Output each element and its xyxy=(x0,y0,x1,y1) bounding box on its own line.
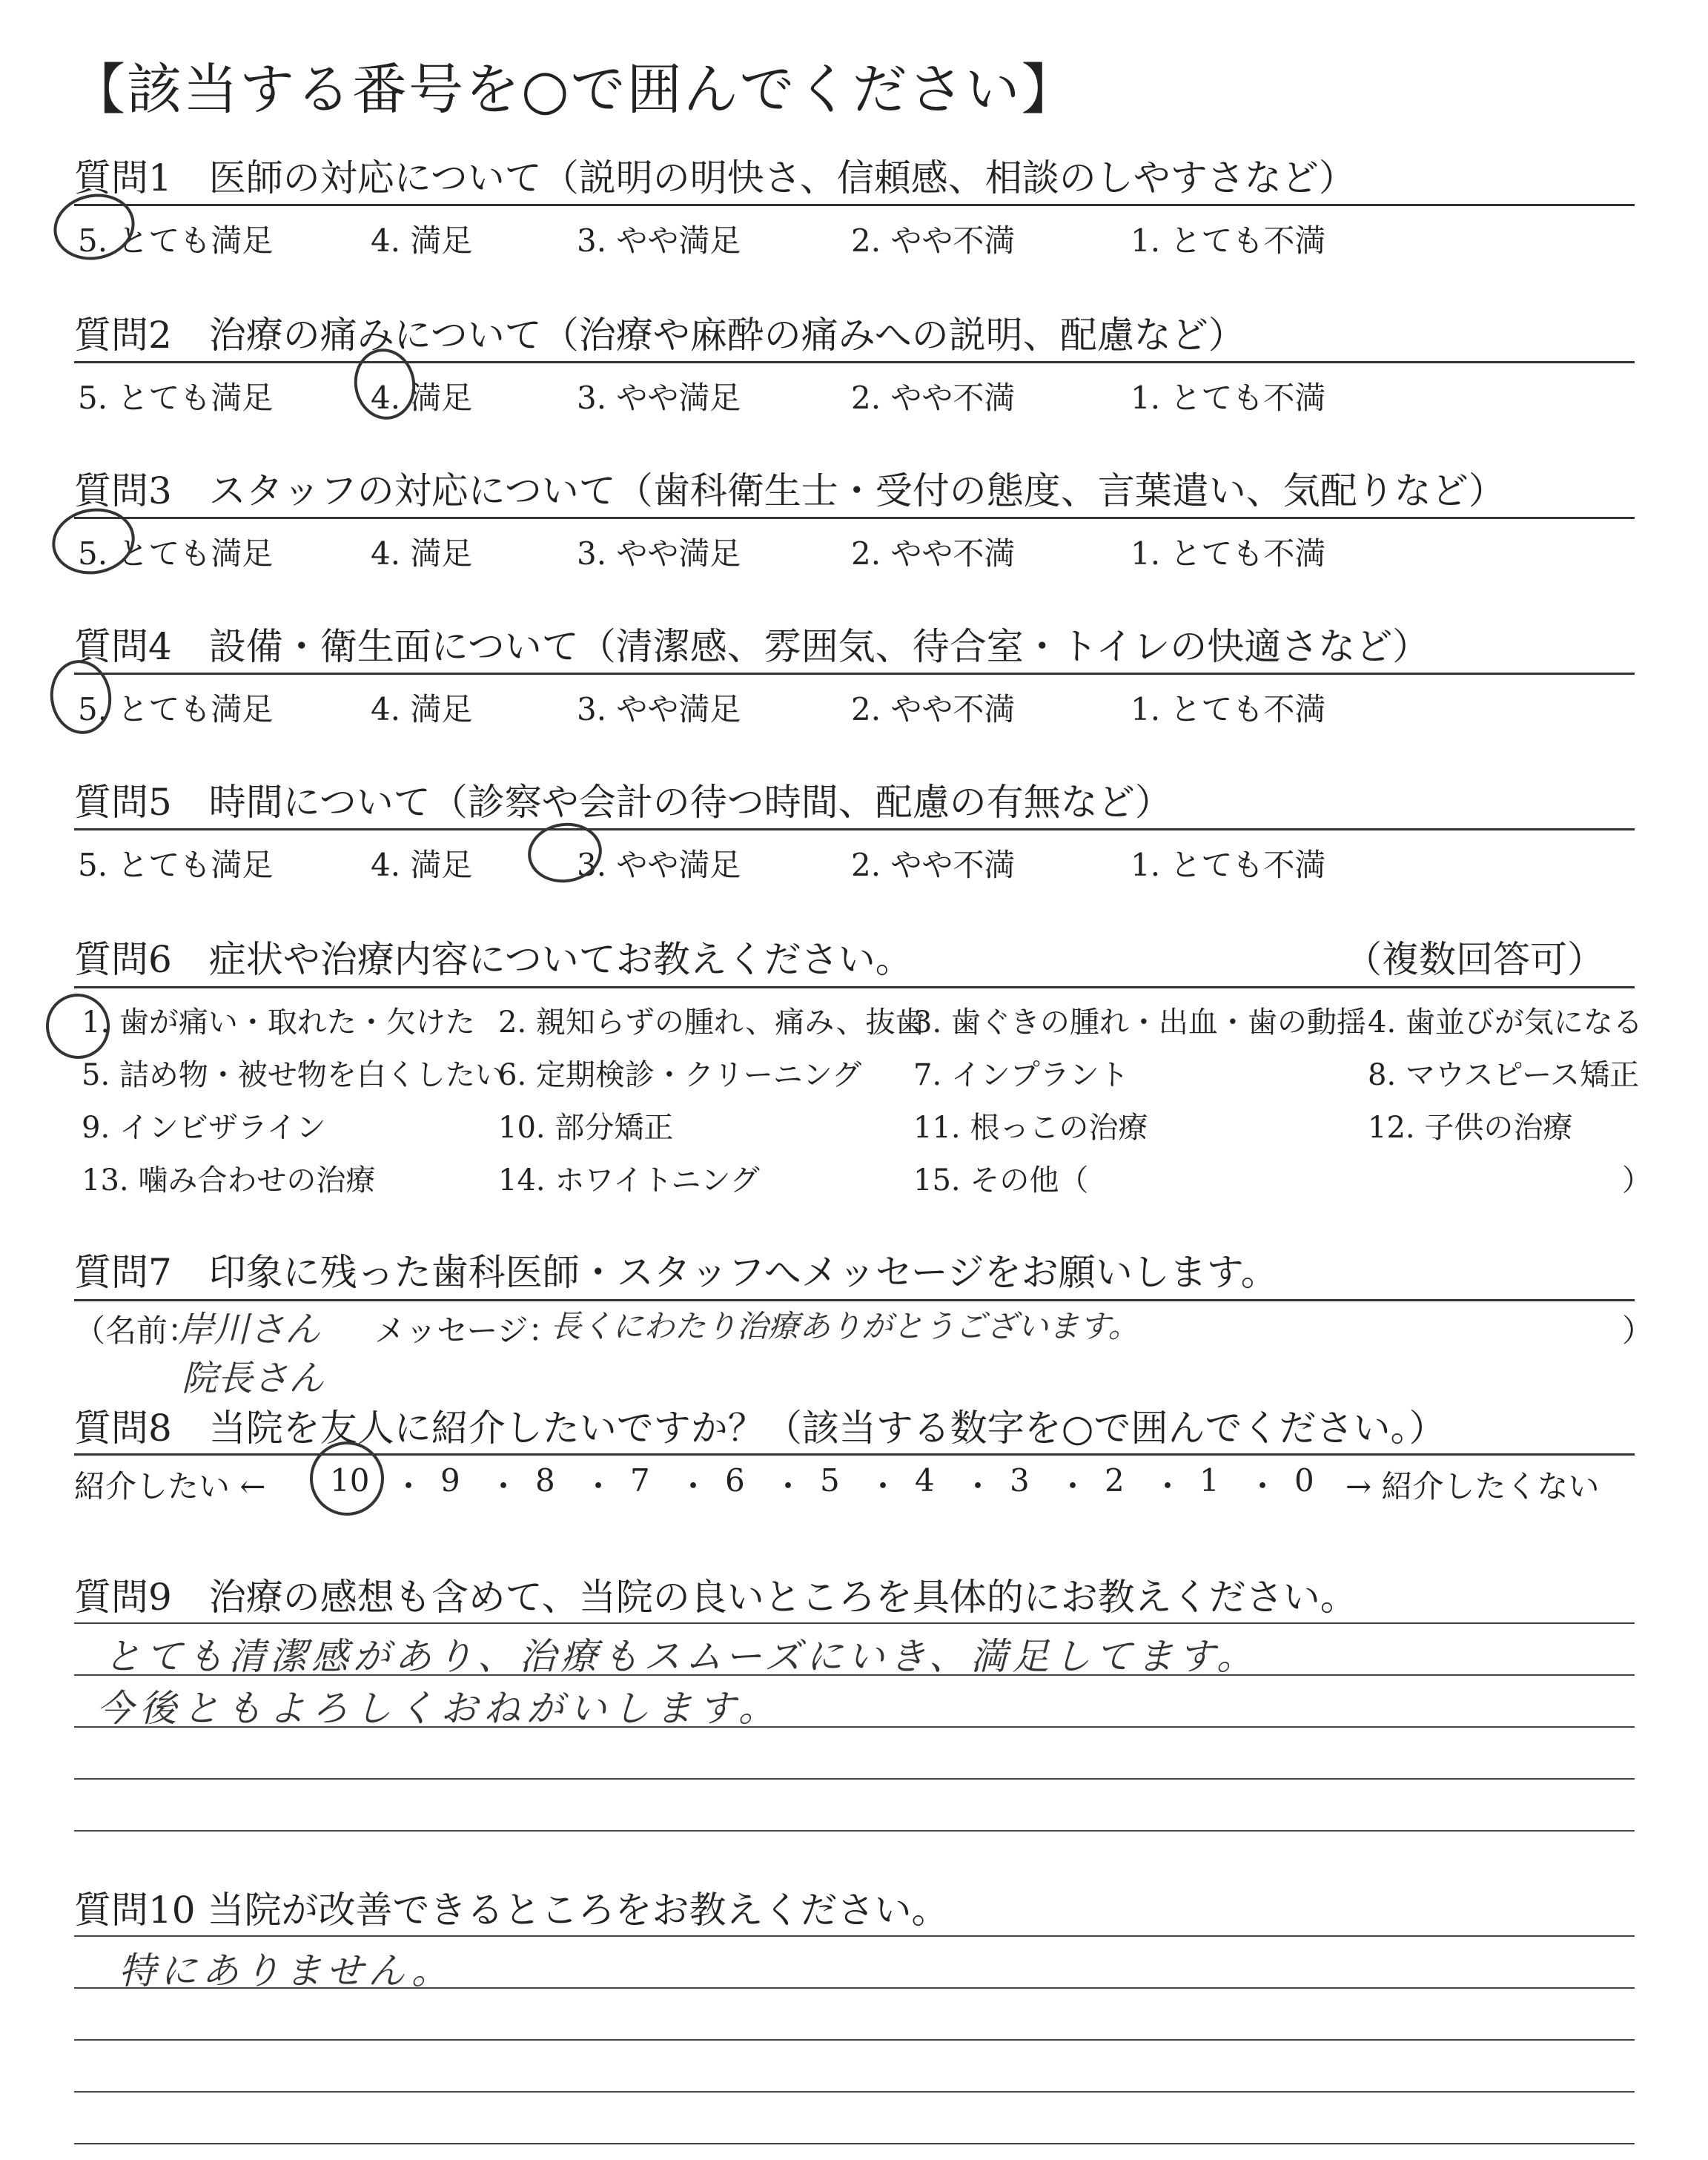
scale-separator: ・ xyxy=(678,1468,709,1505)
divider xyxy=(74,986,1635,988)
question-title: 質問2 治療の痛みについて（治療や麻酔の痛みへの説明、配慮など） xyxy=(74,314,1245,357)
rating-option[interactable]: 2. やや不満 xyxy=(851,847,1016,883)
handwritten-name[interactable]: 院長さん xyxy=(182,1358,325,1399)
q6-option[interactable]: 1. 歯が痛い・取れた・欠けた xyxy=(82,1005,475,1040)
q6-option[interactable]: 10. 部分矯正 xyxy=(498,1111,674,1145)
scale-value[interactable]: 0 xyxy=(1294,1462,1314,1499)
question-title: 質問1 医師の対応について（説明の明快さ、信頼感、相談のしやすさなど） xyxy=(74,156,1356,199)
answer-line xyxy=(74,2143,1635,2144)
rating-option[interactable]: 2. やや不満 xyxy=(851,535,1016,572)
rating-option[interactable]: 1. とても不満 xyxy=(1131,380,1326,416)
rating-option[interactable]: 4. 満足 xyxy=(371,691,473,727)
q6-option[interactable]: 9. インビザライン xyxy=(82,1111,326,1145)
scale-separator: ・ xyxy=(1152,1468,1184,1505)
rating-option[interactable]: 3. やや満足 xyxy=(577,691,741,727)
rating-option[interactable]: 2. やや不満 xyxy=(851,222,1016,259)
scale-separator: ・ xyxy=(867,1468,899,1505)
divider xyxy=(74,517,1635,519)
rating-option[interactable]: 5. とても満足 xyxy=(78,535,274,572)
name-label: （名前： xyxy=(74,1312,199,1349)
close-paren: ） xyxy=(1622,1312,1654,1349)
rating-option[interactable]: 5. とても満足 xyxy=(78,691,274,727)
rating-option[interactable]: 5. とても満足 xyxy=(78,380,274,416)
rating-option[interactable]: 4. 満足 xyxy=(371,380,473,416)
scale-value[interactable]: 6 xyxy=(725,1462,745,1499)
scale-value[interactable]: 2 xyxy=(1105,1462,1125,1499)
rating-option[interactable]: 3. やや満足 xyxy=(577,380,741,416)
q6-option[interactable]: 15. その他（ xyxy=(913,1163,1089,1198)
q6-option[interactable]: 8. マウスピース矯正 xyxy=(1368,1058,1640,1092)
scale-value[interactable]: 9 xyxy=(440,1462,460,1499)
scale-value[interactable]: 8 xyxy=(535,1462,555,1499)
q6-option[interactable]: 6. 定期検診・クリーニング xyxy=(498,1058,862,1092)
scale-value[interactable]: 3 xyxy=(1010,1462,1030,1499)
question-title: 質問7 印象に残った歯科医師・スタッフへメッセージをお願いします。 xyxy=(74,1251,1278,1294)
rating-option[interactable]: 1. とても不満 xyxy=(1131,847,1326,883)
scale-left-label: 紹介したい ← xyxy=(74,1468,266,1505)
handwritten-message[interactable]: 長くにわたり治療ありがとうございます。 xyxy=(550,1308,1139,1344)
q6-option[interactable]: 4. 歯並びが気になる xyxy=(1368,1005,1643,1040)
q6-option[interactable]: 5. 詰め物・被せ物を白くしたい xyxy=(82,1058,505,1092)
answer-line xyxy=(74,2091,1635,2093)
answer-line xyxy=(74,1830,1635,1832)
rating-option[interactable]: 1. とても不満 xyxy=(1131,691,1326,727)
scale-separator: ・ xyxy=(1057,1468,1089,1505)
answer-line xyxy=(74,1935,1635,1937)
scale-right-label: → 紹介したくない xyxy=(1345,1468,1600,1505)
answer-line xyxy=(74,1778,1635,1780)
question-title: 質問3 スタッフの対応について（歯科衛生士・受付の態度、言葉遣い、気配りなど） xyxy=(74,469,1506,512)
scale-value[interactable]: 1 xyxy=(1199,1462,1219,1499)
close-paren: ） xyxy=(1622,1163,1652,1198)
handwritten-answer[interactable]: 今後ともよろしくおねがいします。 xyxy=(96,1687,781,1730)
divider xyxy=(74,204,1635,206)
rating-option[interactable]: 5. とても満足 xyxy=(78,847,274,883)
scale-separator: ・ xyxy=(393,1468,425,1505)
scale-value[interactable]: 10 xyxy=(330,1462,370,1499)
question-title: 質問8 当院を友人に紹介したいですか？（該当する数字を○で囲んでください。） xyxy=(74,1407,1446,1450)
scale-separator: ・ xyxy=(488,1468,520,1505)
handwritten-answer[interactable]: とても清潔感があり、治療もスムーズにいき、満足してます。 xyxy=(104,1635,1258,1678)
scale-separator: ・ xyxy=(962,1468,994,1505)
divider xyxy=(74,673,1635,675)
rating-option[interactable]: 3. やや満足 xyxy=(577,847,741,883)
scale-separator: ・ xyxy=(772,1468,804,1505)
question-title: 質問5 時間について（診察や会計の待つ時間、配慮の有無など） xyxy=(74,781,1172,824)
page-title: 【該当する番号を○で囲んでください】 xyxy=(70,58,1078,122)
q6-option[interactable]: 11. 根っこの治療 xyxy=(913,1111,1148,1145)
rating-option[interactable]: 1. とても不満 xyxy=(1131,535,1326,572)
rating-option[interactable]: 2. やや不満 xyxy=(851,380,1016,416)
rating-option[interactable]: 4. 満足 xyxy=(371,535,473,572)
scale-value[interactable]: 7 xyxy=(630,1462,650,1499)
rating-option[interactable]: 2. やや不満 xyxy=(851,691,1016,727)
rating-option[interactable]: 4. 満足 xyxy=(371,222,473,259)
rating-option[interactable]: 3. やや満足 xyxy=(577,535,741,572)
question-title: 質問10 当院が改善できるところをお教えください。 xyxy=(74,1889,949,1932)
answer-line xyxy=(74,1622,1635,1624)
question-note: （複数回答可） xyxy=(1345,938,1604,981)
divider xyxy=(74,361,1635,363)
scale-value[interactable]: 5 xyxy=(820,1462,840,1499)
q6-option[interactable]: 12. 子供の治療 xyxy=(1368,1111,1573,1145)
divider xyxy=(74,828,1635,830)
rating-option[interactable]: 5. とても満足 xyxy=(78,222,274,259)
q6-option[interactable]: 13. 噛み合わせの治療 xyxy=(82,1163,376,1198)
scale-value[interactable]: 4 xyxy=(915,1462,935,1499)
handwritten-name[interactable]: 岸川さん xyxy=(178,1309,321,1350)
question-title: 質問6 症状や治療内容についてお教えください。 xyxy=(74,938,913,981)
scale-separator: ・ xyxy=(1247,1468,1279,1505)
handwritten-answer[interactable]: 特にありません。 xyxy=(119,1949,453,1992)
answer-line xyxy=(74,2039,1635,2041)
scale-separator: ・ xyxy=(583,1468,615,1505)
divider xyxy=(74,1453,1635,1456)
q6-option[interactable]: 14. ホワイトニング xyxy=(498,1163,760,1198)
q6-option[interactable]: 2. 親知らずの腫れ、痛み、抜歯 xyxy=(498,1005,925,1040)
question-title: 質問9 治療の感想も含めて、当院の良いところを具体的にお教えください。 xyxy=(74,1576,1357,1619)
q6-option[interactable]: 3. 歯ぐきの腫れ・出血・歯の動揺 xyxy=(913,1005,1366,1040)
rating-option[interactable]: 1. とても不満 xyxy=(1131,222,1326,259)
rating-option[interactable]: 4. 満足 xyxy=(371,847,473,883)
q6-option[interactable]: 7. インプラント xyxy=(913,1058,1129,1092)
question-title: 質問4 設備・衛生面について（清潔感、雰囲気、待合室・トイレの快適さなど） xyxy=(74,625,1430,668)
message-label: メッセージ： xyxy=(374,1312,560,1349)
rating-option[interactable]: 3. やや満足 xyxy=(577,222,741,259)
